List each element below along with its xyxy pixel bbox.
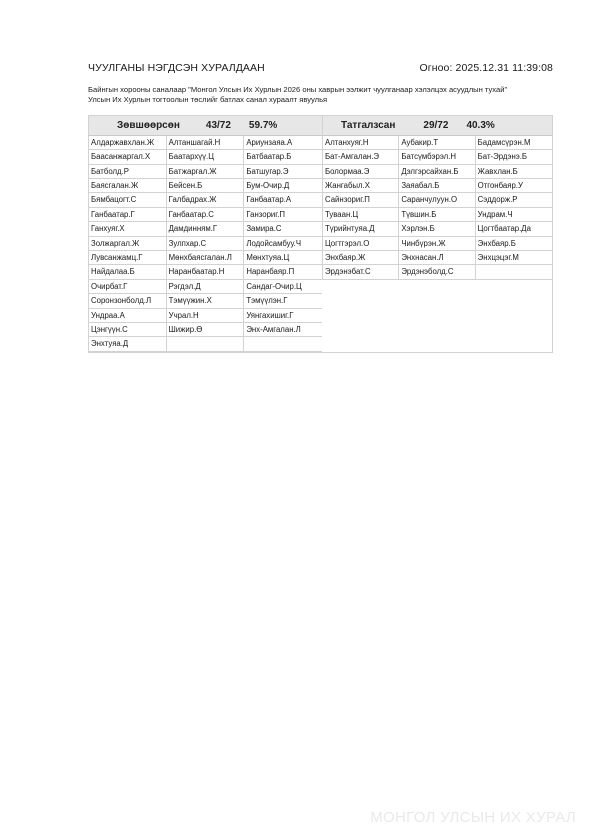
reject-member-cell: Түвшин.Б xyxy=(399,208,475,222)
approve-member-cell: Галбадрах.Ж xyxy=(167,193,245,207)
approve-member-cell: Учрал.Н xyxy=(167,309,245,323)
approve-member-cell: Наранбаяр.П xyxy=(244,265,322,279)
approve-member-cell: Лодойсамбуу.Ч xyxy=(244,237,322,251)
reject-member-cell: Эрдэнэбат.С xyxy=(323,265,399,279)
approve-member-cell xyxy=(244,337,322,351)
approve-member-cell: Ганхуяг.Х xyxy=(89,222,167,236)
timestamp: Огноо: 2025.12.31 11:39:08 xyxy=(419,62,553,74)
approve-member-cell: Алтаншагай.Н xyxy=(167,136,245,150)
approve-names-grid xyxy=(89,136,322,352)
approve-percent: 59.7% xyxy=(248,119,278,131)
approve-member-cell: Бум-Очир.Д xyxy=(244,179,322,193)
approve-member-cell: Баатархүү.Ц xyxy=(167,150,245,164)
approve-member-cell: Батбаатар.Б xyxy=(244,150,322,164)
approve-member-cell: Очирбат.Г xyxy=(89,280,167,294)
approve-member-cell: Шижир.Ө xyxy=(167,323,245,337)
reject-percent: 40.3% xyxy=(466,119,495,131)
reject-names-grid xyxy=(323,136,552,280)
reject-member-cell: Цогтбаатар.Да xyxy=(476,222,552,236)
page-title: ЧУУЛГАНЫ НЭГДСЭН ХУРАЛДААН xyxy=(88,62,265,74)
approve-member-cell: Ариунзаяа.А xyxy=(244,136,322,150)
approve-member-cell: Найдалаа.Б xyxy=(89,265,167,279)
approve-member-cell: Ганзориг.П xyxy=(244,208,322,222)
reject-member-cell: Бадамсүрэн.М xyxy=(476,136,552,150)
approve-member-cell: Сандаг-Очир.Ц xyxy=(244,280,322,294)
reject-member-cell xyxy=(476,265,552,279)
approve-member-cell: Ганбаатар.Г xyxy=(89,208,167,222)
reject-label: Татгалзсан xyxy=(341,119,396,131)
results-table xyxy=(88,115,553,353)
approve-member-cell: Энхтуяа.Д xyxy=(89,337,167,351)
approve-member-cell: Батболд.Р xyxy=(89,165,167,179)
approve-member-cell: Энх-Амгалан.Л xyxy=(244,323,322,337)
reject-member-cell: Заяабал.Б xyxy=(399,179,475,193)
reject-block xyxy=(322,116,552,280)
motion-line-1: Байнгын хорооны саналаар "Монгол Улсын Их Хурлын 2026 оны хаврын ээлжит чуулганаар хэлэлцэх асуудлын тухай" xyxy=(88,85,508,94)
approve-block xyxy=(89,116,322,352)
watermark: МОНГОЛ УЛСЫН ИХ ХУРАЛ xyxy=(370,809,576,826)
reject-member-cell: Цогтгэрэл.О xyxy=(323,237,399,251)
reject-member-cell: Аубакир.Т xyxy=(399,136,475,150)
reject-member-cell: Энхцэцэг.М xyxy=(476,251,552,265)
motion-line-2: Улсын Их Хурлын тогтоолын төслийг батлах санал хураалт явуулья xyxy=(88,95,328,105)
approve-member-cell: Лувсанжамц.Г xyxy=(89,251,167,265)
motion-description xyxy=(88,85,553,106)
approve-count: 43/72 xyxy=(205,119,231,131)
reject-header xyxy=(323,116,552,136)
reject-member-cell: Ундрам.Ч xyxy=(476,208,552,222)
reject-member-cell: Алтанхуяг.Н xyxy=(323,136,399,150)
reject-member-cell: Туваан.Ц xyxy=(323,208,399,222)
approve-member-cell: Баасанжаргал.Х xyxy=(89,150,167,164)
header xyxy=(88,62,553,74)
approve-member-cell: Цэнгүүн.С xyxy=(89,323,167,337)
approve-member-cell: Бейсен.Б xyxy=(167,179,245,193)
approve-member-cell: Батжаргал.Ж xyxy=(167,165,245,179)
approve-member-cell: Ундраа.А xyxy=(89,309,167,323)
reject-count: 29/72 xyxy=(423,119,449,131)
approve-member-cell: Тэмүүжин.Х xyxy=(167,294,245,308)
reject-member-cell: Түрийнтуяа.Д xyxy=(323,222,399,236)
approve-header xyxy=(89,116,322,136)
reject-member-cell: Жангабыл.Х xyxy=(323,179,399,193)
reject-member-cell: Болормаа.Э xyxy=(323,165,399,179)
reject-member-cell: Отгонбаяр.У xyxy=(476,179,552,193)
approve-member-cell: Алдаржавхлан.Ж xyxy=(89,136,167,150)
approve-member-cell: Тэмүүлэн.Г xyxy=(244,294,322,308)
reject-member-cell: Дэлгэрсайхан.Б xyxy=(399,165,475,179)
reject-member-cell: Батсүмбэрэл.Н xyxy=(399,150,475,164)
approve-member-cell: Баясгалан.Ж xyxy=(89,179,167,193)
approve-member-cell: Рэгдэл.Д xyxy=(167,280,245,294)
reject-member-cell: Жавхлан.Б xyxy=(476,165,552,179)
approve-member-cell: Наранбаатар.Н xyxy=(167,265,245,279)
reject-member-cell: Энхнасан.Л xyxy=(399,251,475,265)
approve-member-cell: Мөнхтуяа.Ц xyxy=(244,251,322,265)
approve-member-cell: Ганбаатар.С xyxy=(167,208,245,222)
approve-member-cell: Дамдинням.Г xyxy=(167,222,245,236)
reject-member-cell: Сайнзориг.П xyxy=(323,193,399,207)
reject-member-cell: Энхбаяр.Ж xyxy=(323,251,399,265)
reject-member-cell: Чинбүрэн.Ж xyxy=(399,237,475,251)
reject-member-cell: Бат-Амгалан.Э xyxy=(323,150,399,164)
reject-member-cell: Энхбаяр.Б xyxy=(476,237,552,251)
reject-member-cell: Хэрлэн.Б xyxy=(399,222,475,236)
approve-member-cell: Зулпхар.С xyxy=(167,237,245,251)
reject-member-cell: Сэддорж.Р xyxy=(476,193,552,207)
approve-member-cell: Соронзонболд.Л xyxy=(89,294,167,308)
approve-member-cell: Мөнхбаясгалан.Л xyxy=(167,251,245,265)
approve-label: Зөвшөөрсөн xyxy=(117,119,180,131)
approve-member-cell: Батшугар.Э xyxy=(244,165,322,179)
approve-member-cell xyxy=(167,337,245,351)
reject-member-cell: Эрдэнэболд.С xyxy=(399,265,475,279)
approve-member-cell: Бямбацогт.С xyxy=(89,193,167,207)
approve-member-cell: Замира.С xyxy=(244,222,322,236)
approve-member-cell: Ганбаатар.А xyxy=(244,193,322,207)
reject-member-cell: Саранчулуун.О xyxy=(399,193,475,207)
approve-member-cell: Золжаргал.Ж xyxy=(89,237,167,251)
reject-member-cell: Бат-Эрдэнэ.Б xyxy=(476,150,552,164)
approve-member-cell: Уянгахишиг.Г xyxy=(244,309,322,323)
vote-result-page xyxy=(88,62,553,353)
